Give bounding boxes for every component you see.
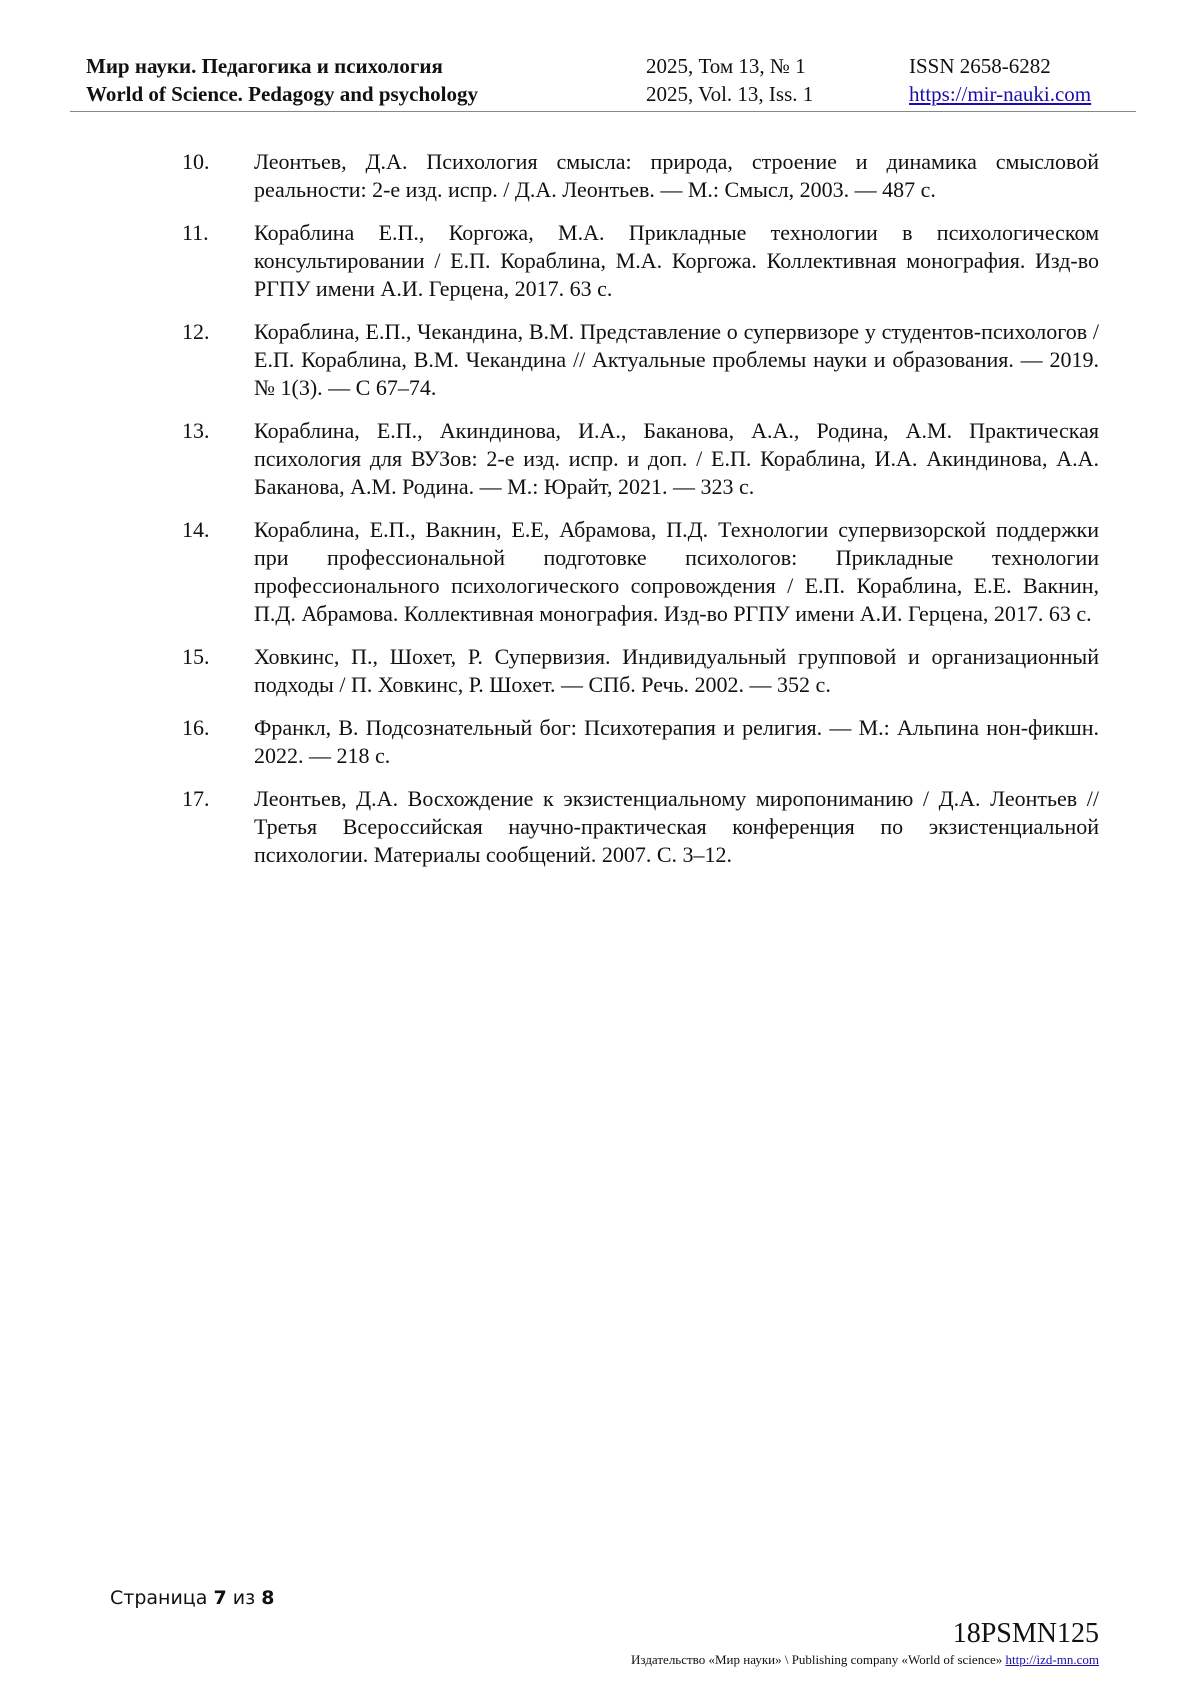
header-divider bbox=[70, 111, 1136, 112]
journal-title-ru: Мир науки. Педагогика и психология bbox=[86, 54, 443, 78]
reference-text: Кораблина Е.П., Коргожа, М.А. Прикладные технологии в психологическом консультировании / Е.П. Кораблина, М.А. Коргожа. Коллективная монография. Изд-во РГПУ имени А.И. Герцена, 2017. 63 с. bbox=[254, 220, 1099, 301]
reference-number: 14. bbox=[182, 517, 210, 542]
reference-text: Кораблина, Е.П., Акиндинова, И.А., Баканова, А.А., Родина, А.М. Практическая психология для ВУЗов: 2-е изд. испр. и доп. / Е.П. Кораблина, И.А. Акиндинова, А.А. Баканова, А.М. Родина. — М.: Юрайт, 2021. — 323 с. bbox=[254, 418, 1099, 499]
page-of: из bbox=[232, 1587, 256, 1609]
reference-number: 17. bbox=[182, 786, 210, 811]
page-total: 8 bbox=[261, 1587, 275, 1609]
issn-label: ISSN 2658-6282 bbox=[909, 54, 1051, 78]
article-code: 18PSMN125 bbox=[952, 1618, 1099, 1649]
reference-item bbox=[182, 148, 1099, 204]
publisher-line bbox=[631, 1652, 1099, 1668]
journal-header bbox=[86, 52, 1122, 112]
page-current: 7 bbox=[213, 1587, 227, 1609]
publisher-link[interactable]: http://izd-mn.com bbox=[1005, 1652, 1099, 1667]
reference-item bbox=[182, 417, 1099, 501]
reference-item bbox=[182, 219, 1099, 303]
page-label: Страница bbox=[110, 1587, 208, 1609]
reference-number: 16. bbox=[182, 715, 210, 740]
reference-item bbox=[182, 516, 1099, 628]
reference-text: Леонтьев, Д.А. Психология смысла: природа, строение и динамика смысловой реальности: 2-е изд. испр. / Д.А. Леонтьев. — М.: Смысл, 2003. — 487 с. bbox=[254, 149, 1099, 202]
reference-list bbox=[182, 148, 1099, 884]
journal-title-en: World of Science. Pedagogy and psychology bbox=[86, 82, 479, 106]
reference-number: 10. bbox=[182, 149, 210, 174]
reference-text: Ховкинс, П., Шохет, Р. Супервизия. Индивидуальный групповой и организационный подходы / П. Ховкинс, Р. Шохет. — СПб. Речь. 2002. — 352 с. bbox=[254, 644, 1099, 697]
header-row-en bbox=[86, 80, 1122, 108]
reference-text: Франкл, В. Подсознательный бог: Психотерапия и религия. — М.: Альпина нон-фикшн. 2022. — 218 с. bbox=[254, 715, 1099, 768]
publisher-text: Издательство «Мир науки» \ Publishing company «World of science» bbox=[631, 1652, 1003, 1667]
reference-number: 15. bbox=[182, 644, 210, 669]
journal-site-link[interactable]: https://mir-nauki.com bbox=[909, 82, 1092, 106]
reference-text: Кораблина, Е.П., Вакнин, Е.Е, Абрамова, П.Д. Технологии супервизорской поддержки при профессиональной подготовке психологов: Прикладные технологии профессионального психологического сопровождения / Е.П. Кораблина, Е.Е. Вакнин, П.Д. Абрамова. Коллективная монография. Изд-во РГПУ имени А.И. Герцена, 2017. 63 с. bbox=[254, 517, 1099, 626]
reference-item bbox=[182, 785, 1099, 869]
reference-number: 12. bbox=[182, 319, 210, 344]
reference-number: 13. bbox=[182, 418, 210, 443]
reference-number: 11. bbox=[182, 220, 209, 245]
issue-info-en: 2025, Vol. 13, Iss. 1 bbox=[646, 82, 814, 106]
reference-item bbox=[182, 643, 1099, 699]
issue-info-ru: 2025, Том 13, № 1 bbox=[646, 54, 806, 78]
reference-text: Кораблина, Е.П., Чекандина, В.М. Представление о супервизоре у студентов-психологов / Е.П. Кораблина, В.М. Чекандина // Актуальные проблемы науки и образования. — 2019. № 1(3). — С 67–74. bbox=[254, 319, 1099, 400]
page-number bbox=[110, 1586, 274, 1610]
reference-text: Леонтьев, Д.А. Восхождение к экзистенциальному миропониманию / Д.А. Леонтьев // Третья Всероссийская научно-практическая конференция по экзистенциальной психологии. Материалы сообщений. 2007. С. 3–12. bbox=[254, 786, 1099, 867]
reference-item bbox=[182, 318, 1099, 402]
header-row-ru bbox=[86, 52, 1122, 80]
reference-item bbox=[182, 714, 1099, 770]
